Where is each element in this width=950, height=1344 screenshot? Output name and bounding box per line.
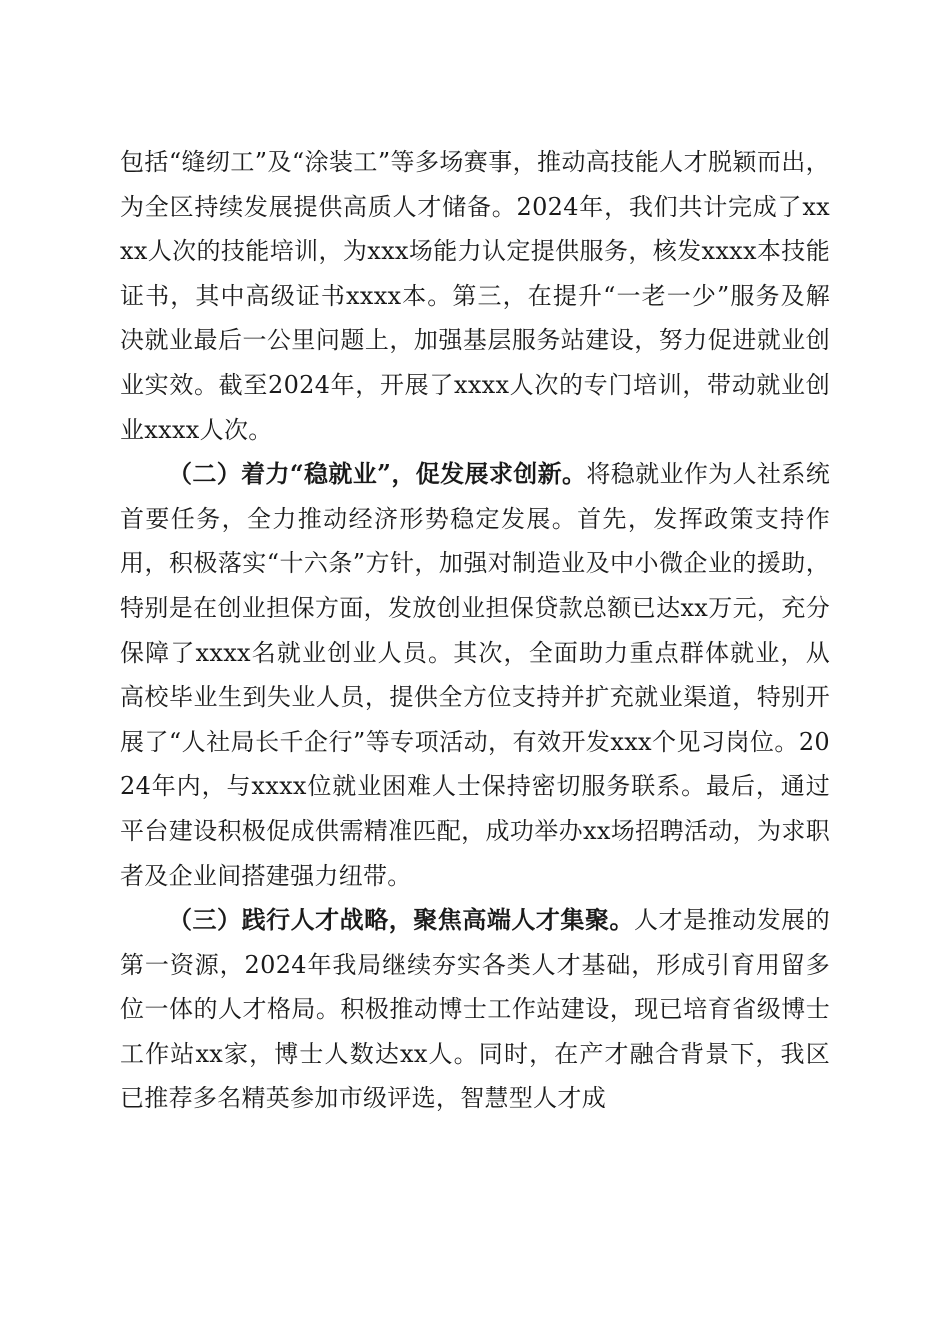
paragraph-continuation xyxy=(120,140,830,452)
paragraph-body: 将稳就业作为人社系统首要任务，全力推动经济形势稳定发展。首先，发挥政策支持作用，积极落实“十六条”方针，加强对制造业及中小微企业的援助，特别是在创业担保方面，发放创业担保贷款总额已达xx万元，充分保障了xxxx名就业创业人员。其次，全面助力重点群体就业，从高校毕业生到失业人员，提供全方位支持并扩充就业渠道，特别开展了“人社局长千企行”等专项活动，有效开发xxx个见习岗位。2024年内，与xxxx位就业困难人士保持密切服务联系。最后，通过平台建设积极促成供需精准匹配，成功举办xx场招聘活动，为求职者及企业间搭建强力纽带。 xyxy=(120,460,831,890)
paragraph-section-3 xyxy=(120,898,830,1121)
body-text xyxy=(120,140,830,1121)
paragraph-body: 包括“缝纫工”及“涂装工”等多场赛事，推动高技能人才脱颖而出，为全区持续发展提供高质人才储备。2024年，我们共计完成了xxxx人次的技能培训，为xxx场能力认定提供服务，核发xxxx本技能证书，其中高级证书xxxx本。第三，在提升“一老一少”服务及解决就业最后一公里问题上，加强基层服务站建设，努力促进就业创业实效。截至2024年，开展了xxxx人次的专门培训，带动就业创业xxxx人次。 xyxy=(120,148,830,444)
paragraph-body: 人才是推动发展的第一资源，2024年我局继续夯实各类人才基础，形成引育用留多位一体的人才格局。积极推动博士工作站建设，现已培育省级博士工作站xx家，博士人数达xx人。同时，在产才融合背景下，我区已推荐多名精英参加市级评选，智慧型人才成 xyxy=(120,906,831,1113)
section-heading: （二）着力“稳就业”，促发展求创新。 xyxy=(168,459,587,489)
paragraph-section-2 xyxy=(120,452,830,898)
section-heading: （三）践行人才战略，聚焦高端人才集聚。 xyxy=(168,905,635,935)
